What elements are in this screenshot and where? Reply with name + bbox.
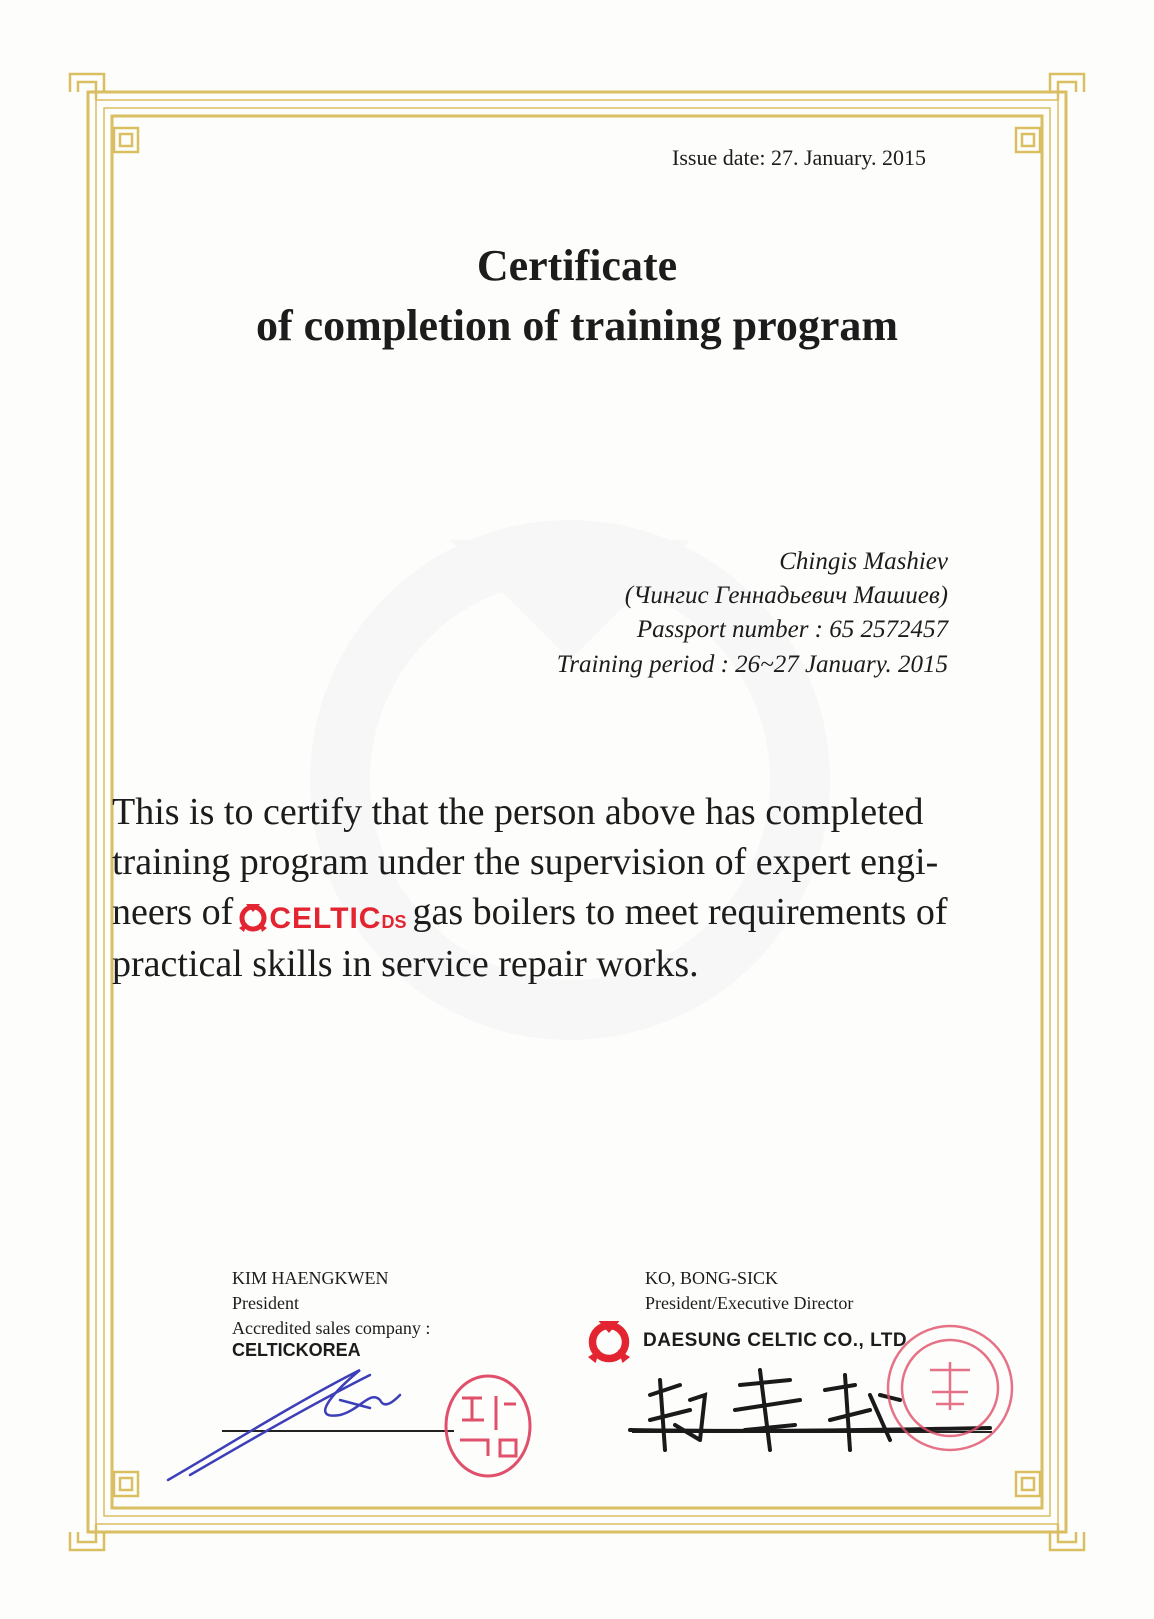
body-line-4: practical skills in service repair works. <box>112 943 699 985</box>
left-signatory-name: KIM HAENGKWEN <box>232 1268 389 1288</box>
left-signature <box>168 1370 400 1480</box>
passport-number: Passport number : 65 2572457 <box>636 616 948 643</box>
left-signatory-role: President <box>232 1293 299 1313</box>
right-signatory-role: President/Executive Director <box>645 1293 854 1313</box>
right-signatory-name: KO, BONG-SICK <box>645 1268 779 1288</box>
body-line-2: training program under the supervision of expert engi- <box>112 841 939 883</box>
body-line-3-suffix: gas boilers to meet requirements of <box>412 891 948 933</box>
body-line-1: This is to certify that the person above has completed <box>112 791 924 833</box>
training-period: Training period : 26~27 January. 2015 <box>556 651 948 678</box>
left-signatory-company-label: Accredited sales company : <box>232 1318 431 1338</box>
left-seal <box>446 1376 530 1476</box>
certificate-subtitle: of completion of training program <box>255 301 899 350</box>
right-seal <box>888 1326 1012 1450</box>
celtic-brand-name: CELTIC <box>269 902 382 935</box>
left-signatory-company: CELTICKOREA <box>232 1340 361 1360</box>
issue-date: Issue date: 27. January. 2015 <box>672 145 926 170</box>
celtic-brand-sub: DS <box>381 912 407 932</box>
body-line-3-prefix: neers of <box>112 891 234 933</box>
certificate-title: Certificate <box>476 241 678 290</box>
person-name: Chingis Mashiev <box>779 548 948 575</box>
right-signature <box>630 1370 990 1450</box>
right-signatory-company: DAESUNG CELTIC CO., LTD <box>643 1330 908 1351</box>
person-name-native: (Чингис Геннадьевич Машиев) <box>624 582 948 609</box>
